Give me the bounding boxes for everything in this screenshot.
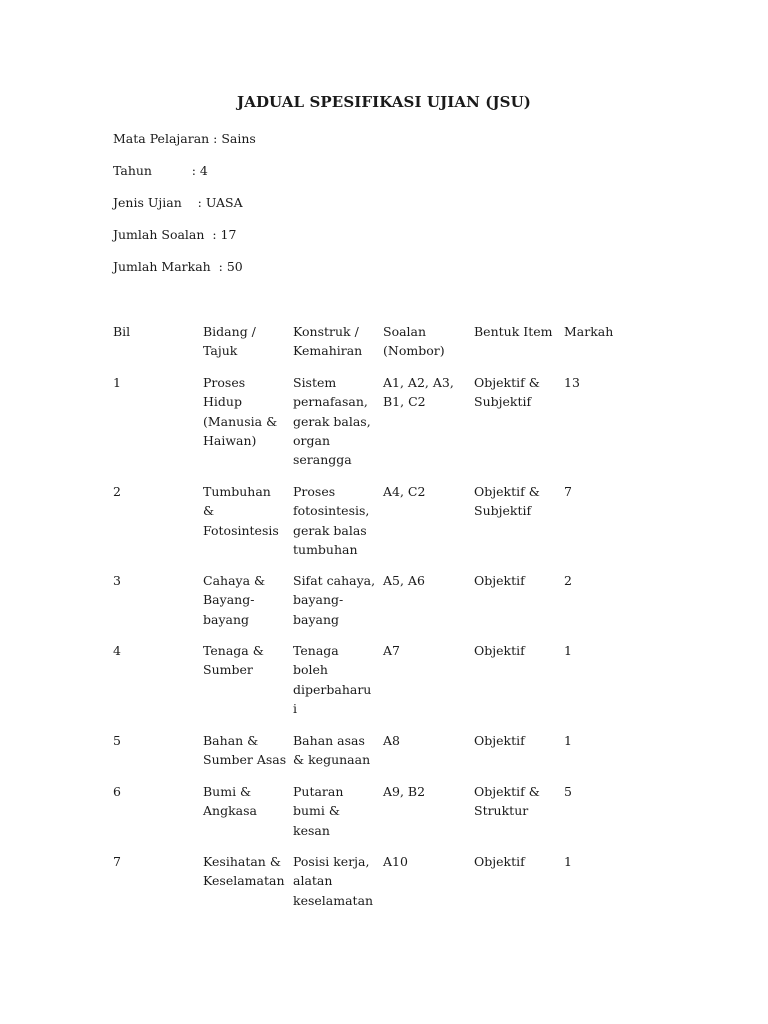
cell-soalan: A7 (383, 643, 400, 658)
cell-bentuk-item: Objektif & Struktur (474, 784, 540, 819)
cell-bil: 5 (113, 733, 121, 748)
meta-exam-type: Jenis Ujian : UASA (113, 195, 243, 210)
cell-soalan: A5, A6 (383, 573, 425, 588)
header-konstruk: Konstruk / Kemahiran (293, 324, 363, 359)
cell-bil: 6 (113, 784, 121, 799)
document-title: JADUAL SPESIFIKASI UJIAN (JSU) (237, 93, 531, 111)
cell-markah: 1 (564, 643, 572, 658)
cell-bentuk-item: Objektif (474, 573, 525, 588)
header-soalan: Soalan (Nombor) (383, 324, 445, 359)
cell-konstruk: Sistem pernafasan, gerak balas, organ serangga (293, 375, 371, 468)
cell-markah: 5 (564, 784, 572, 799)
cell-soalan: A4, C2 (383, 484, 426, 499)
cell-markah: 1 (564, 854, 572, 869)
cell-bidang: Bumi & Angkasa (203, 784, 257, 819)
cell-bidang: Proses Hidup (Manusia & Haiwan) (203, 375, 278, 448)
meta-total-marks: Jumlah Markah : 50 (113, 259, 243, 274)
cell-konstruk: Putaran bumi & kesan (293, 784, 344, 838)
cell-konstruk: Sifat cahaya, bayang- bayang (293, 573, 376, 627)
cell-soalan: A1, A2, A3, B1, C2 (383, 375, 454, 410)
cell-bil: 4 (113, 643, 121, 658)
meta-year: Tahun : 4 (113, 163, 208, 178)
cell-bentuk-item: Objektif & Subjektif (474, 375, 540, 410)
meta-subject: Mata Pelajaran : Sains (113, 131, 256, 146)
cell-markah: 1 (564, 733, 572, 748)
cell-bidang: Kesihatan & Keselamatan (203, 854, 285, 889)
cell-bil: 2 (113, 484, 121, 499)
cell-bidang: Tumbuhan & Fotosintesis (203, 484, 279, 538)
cell-soalan: A8 (383, 733, 400, 748)
cell-bil: 7 (113, 854, 121, 869)
cell-konstruk: Posisi kerja, alatan keselamatan (293, 854, 374, 908)
header-bidang: Bidang / Tajuk (203, 324, 256, 359)
cell-bidang: Cahaya & Bayang- bayang (203, 573, 266, 627)
cell-markah: 7 (564, 484, 572, 499)
cell-markah: 13 (564, 375, 580, 390)
cell-bentuk-item: Objektif (474, 643, 525, 658)
cell-bidang: Bahan & Sumber Asas (203, 733, 287, 768)
cell-konstruk: Proses fotosintesis, gerak balas tumbuhan (293, 484, 370, 557)
cell-markah: 2 (564, 573, 572, 588)
cell-soalan: A10 (383, 854, 408, 869)
header-bentuk-item: Bentuk Item (474, 324, 553, 339)
header-markah: Markah (564, 324, 614, 339)
cell-bil: 3 (113, 573, 121, 588)
meta-question-count: Jumlah Soalan : 17 (113, 227, 237, 242)
header-bil: Bil (113, 324, 131, 339)
cell-konstruk: Tenaga boleh diperbaharu i (293, 643, 372, 716)
cell-bil: 1 (113, 375, 121, 390)
cell-bentuk-item: Objektif & Subjektif (474, 484, 540, 519)
cell-soalan: A9, B2 (383, 784, 426, 799)
cell-bentuk-item: Objektif (474, 854, 525, 869)
cell-konstruk: Bahan asas & kegunaan (293, 733, 371, 768)
cell-bidang: Tenaga & Sumber (203, 643, 264, 678)
cell-bentuk-item: Objektif (474, 733, 525, 748)
